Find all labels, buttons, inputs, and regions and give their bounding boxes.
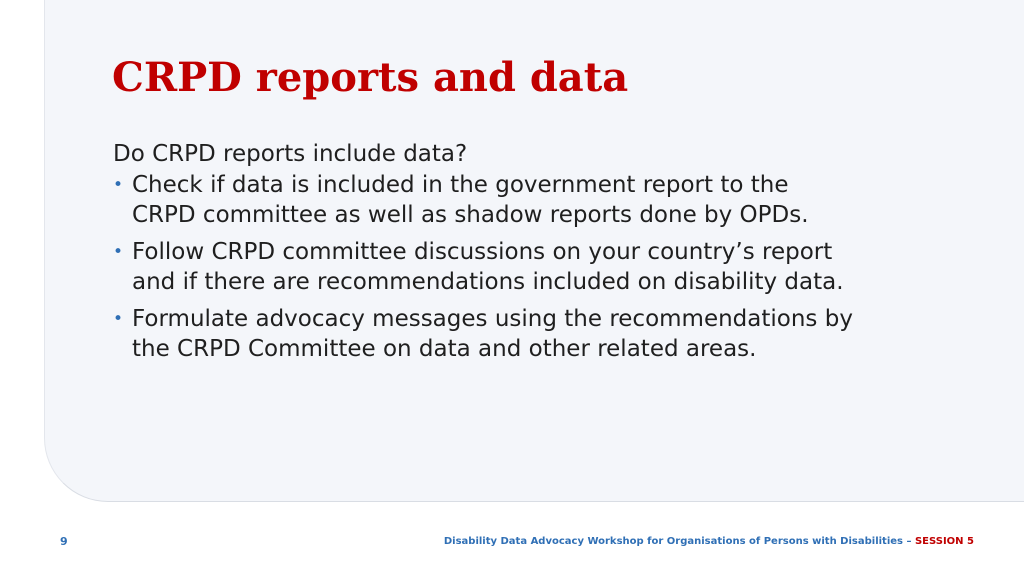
- footer-workshop-title: Disability Data Advocacy Workshop for Organisations of Persons with Disabilities –: [443, 536, 915, 547]
- bullet-dot-icon: •: [113, 242, 124, 262]
- bullet-line: the CRPD Committee on data and other related areas.: [132, 336, 757, 362]
- question-text: Do CRPD reports include data?: [113, 141, 468, 167]
- bullet-dot-icon: •: [113, 309, 124, 329]
- footer-session-label: SESSION 5: [914, 536, 974, 547]
- bullet-dot-icon: •: [113, 175, 124, 195]
- bullet-item: [113, 170, 973, 230]
- bullet-line: Follow CRPD committee discussions on your country’s report: [132, 239, 833, 265]
- bullet-line: Formulate advocacy messages using the recommendations by: [132, 306, 853, 332]
- slide-title: CRPD reports and data: [112, 54, 629, 101]
- bullet-line: Check if data is included in the government report to the: [132, 172, 789, 198]
- footer-caption: [444, 536, 974, 547]
- bullet-item: [113, 237, 973, 297]
- bullet-list: [113, 170, 973, 364]
- bullet-item: [113, 304, 973, 364]
- bullet-line: and if there are recommendations included on disability data.: [132, 269, 844, 295]
- slide-body: [113, 139, 973, 371]
- page-number: 9: [60, 535, 68, 548]
- bullet-line: CRPD committee as well as shadow reports done by OPDs.: [132, 202, 809, 228]
